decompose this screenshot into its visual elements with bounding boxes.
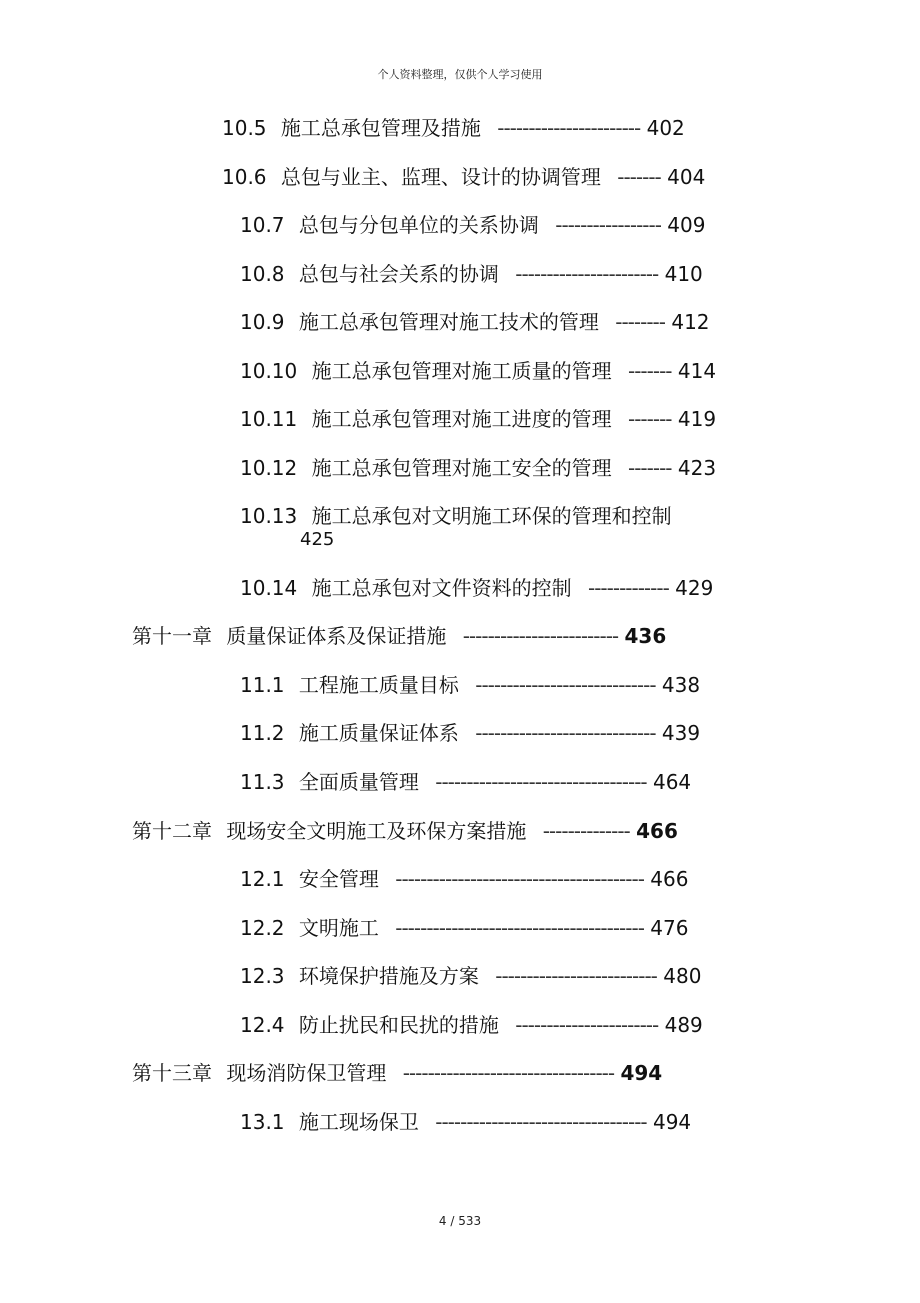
toc-entry-page: 480 <box>663 964 702 988</box>
toc-entry-number: 10.13 <box>240 504 298 528</box>
toc-entry-leaders: ------- <box>617 165 661 189</box>
toc-entry-leaders: ------- <box>627 456 672 480</box>
toc-entry-leaders: ----------------------------- <box>475 721 656 745</box>
page-number-footer: 4 / 533 <box>438 1214 482 1228</box>
toc-entry-leaders: ----------------------- <box>515 262 659 286</box>
toc-entry-number: 10.8 <box>240 262 285 286</box>
toc-entry-number: 13.1 <box>240 1110 285 1134</box>
toc-entry-number: 12.2 <box>240 916 285 940</box>
toc-entry-title: 施工总承包管理对施工进度的管理 <box>311 407 612 431</box>
toc-entry[interactable] <box>222 114 685 142</box>
toc-chapter[interactable] <box>132 622 666 650</box>
toc-entry-title: 全面质量管理 <box>298 770 419 794</box>
toc-entry[interactable] <box>222 163 705 191</box>
toc-entry-leaders: ----------------------- <box>515 1013 659 1037</box>
toc-entry-leaders: ---------------------------------- <box>435 1110 647 1134</box>
toc-chapter-number: 第十三章 <box>132 1061 212 1085</box>
toc-entry[interactable] <box>240 454 716 482</box>
toc-entry-page: 414 <box>677 359 717 383</box>
toc-entry-leaders: ---------------------------------- <box>435 770 647 794</box>
toc-entry-title: 环境保护措施及方案 <box>298 964 479 988</box>
toc-entry-page: 402 <box>646 116 685 140</box>
toc-entry-page: 476 <box>650 916 689 940</box>
toc-entry-title: 工程施工质量目标 <box>298 673 459 697</box>
toc-entry-page: 409 <box>667 213 706 237</box>
toc-entry-title: 施工总承包对文明施工环保的管理和控制 <box>311 504 672 528</box>
toc-entry[interactable] <box>240 865 688 893</box>
toc-entry-number: 10.10 <box>240 359 298 383</box>
toc-entry-page: 489 <box>664 1013 703 1037</box>
toc-chapter-number: 第十二章 <box>132 819 212 843</box>
toc-chapter-leaders: ---------------------------------- <box>402 1061 615 1085</box>
toc-chapter[interactable] <box>132 817 678 845</box>
toc-entry-title: 施工质量保证体系 <box>298 721 459 745</box>
toc-entry-title: 安全管理 <box>298 867 379 891</box>
toc-entry-page: 425 <box>300 529 335 550</box>
toc-entry-leaders: ---------------------------------------- <box>395 867 644 891</box>
toc-entry-page: 412 <box>671 310 710 334</box>
toc-chapter-leaders: -------------- <box>542 819 630 843</box>
toc-entry-number: 11.3 <box>240 770 285 794</box>
toc-chapter-leaders: ------------------------- <box>462 624 619 648</box>
toc-entry-title: 施工总承包管理及措施 <box>280 116 481 140</box>
toc-entry-page: 410 <box>664 262 703 286</box>
toc-entry[interactable] <box>240 768 691 796</box>
toc-entry-leaders: ------------- <box>587 576 669 600</box>
toc-entry-page: 438 <box>661 673 701 697</box>
toc-entry-leaders: ----------------------------- <box>475 673 656 697</box>
toc-entry-number: 10.14 <box>240 576 298 600</box>
page-header: 个人资料整理，仅供个人学习使用 <box>377 68 543 81</box>
toc-entry-leaders: ----------------- <box>555 213 661 237</box>
toc-entry-page: 404 <box>667 165 706 189</box>
toc-entry[interactable] <box>240 574 713 602</box>
toc-entry[interactable] <box>240 962 701 990</box>
toc-entry-page: 419 <box>677 407 717 431</box>
toc-chapter-title: 质量保证体系及保证措施 <box>226 624 447 648</box>
toc-entry-title: 防止扰民和民扰的措施 <box>298 1013 499 1037</box>
toc-entry-number: 10.9 <box>240 310 285 334</box>
toc-chapter-page: 494 <box>620 1061 663 1085</box>
toc-entry[interactable] <box>240 405 716 433</box>
toc-entry-number: 12.3 <box>240 964 285 988</box>
toc-entry-page: 464 <box>652 770 692 794</box>
toc-entry[interactable] <box>240 719 700 747</box>
toc-entry-title: 施工总承包管理对施工技术的管理 <box>298 310 599 334</box>
toc-entry-number: 10.12 <box>240 456 298 480</box>
toc-entry-leaders: ----------------------- <box>497 116 641 140</box>
toc-entry-number: 12.4 <box>240 1013 285 1037</box>
toc-entry[interactable] <box>240 357 716 385</box>
toc-entry[interactable] <box>240 671 700 699</box>
toc-chapter-title: 现场安全文明施工及环保方案措施 <box>226 819 527 843</box>
toc-entry[interactable] <box>240 211 705 239</box>
toc-entry-leaders: ---------------------------------------- <box>395 916 644 940</box>
toc-chapter[interactable] <box>132 1059 662 1087</box>
toc-entry-number: 10.11 <box>240 407 298 431</box>
toc-entry-page: 439 <box>661 721 701 745</box>
toc-entry-title: 文明施工 <box>298 916 379 940</box>
toc-entry-title: 总包与业主、监理、设计的协调管理 <box>280 165 601 189</box>
toc-entry[interactable] <box>240 914 688 942</box>
toc-chapter-page: 466 <box>636 819 678 843</box>
toc-entry-title: 施工总承包对文件资料的控制 <box>311 576 572 600</box>
toc-entry-page: 494 <box>652 1110 692 1134</box>
toc-chapter-title: 现场消防保卫管理 <box>226 1061 387 1085</box>
toc-entry-leaders: ------- <box>627 359 672 383</box>
toc-entry-page: 466 <box>650 867 689 891</box>
toc-chapter-page: 436 <box>624 624 667 648</box>
toc-entry[interactable] <box>240 1011 703 1039</box>
toc-entry-page: 429 <box>675 576 714 600</box>
toc-entry[interactable] <box>240 260 703 288</box>
toc-entry-title: 施工总承包管理对施工安全的管理 <box>311 456 612 480</box>
toc-entry-title: 施工现场保卫 <box>298 1110 419 1134</box>
toc-entry-number: 10.5 <box>222 116 267 140</box>
toc-entry-leaders: ------- <box>627 407 672 431</box>
toc-entry-title: 施工总承包管理对施工质量的管理 <box>311 359 612 383</box>
toc-chapter-number: 第十一章 <box>132 624 212 648</box>
toc-entry-number: 10.7 <box>240 213 285 237</box>
toc-entry-number: 11.2 <box>240 721 285 745</box>
toc-entry-title: 总包与社会关系的协调 <box>298 262 499 286</box>
toc-entry[interactable] <box>240 308 710 336</box>
toc-entry-number: 11.1 <box>240 673 285 697</box>
toc-entry[interactable] <box>240 502 688 558</box>
toc-entry[interactable] <box>240 1108 691 1136</box>
toc-entry-number: 12.1 <box>240 867 285 891</box>
toc-entry-number: 10.6 <box>222 165 267 189</box>
toc-entry-leaders: -------- <box>615 310 665 334</box>
toc-entry-leaders: -------------------------- <box>495 964 657 988</box>
toc-entry-title: 总包与分包单位的关系协调 <box>298 213 539 237</box>
toc-entry-page: 423 <box>677 456 717 480</box>
